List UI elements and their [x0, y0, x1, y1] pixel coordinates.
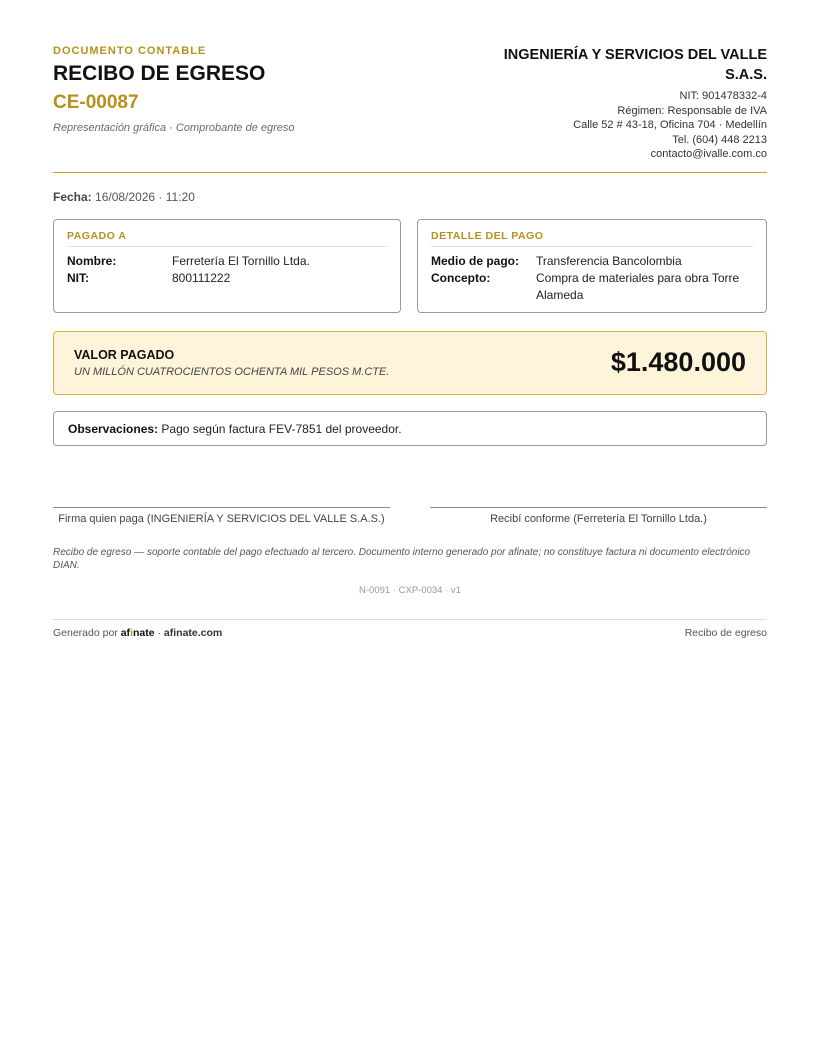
company-name: INGENIERÍA Y SERVICIOS DEL VALLE S.A.S.: [503, 47, 767, 83]
generated-prefix: Generado por: [53, 627, 118, 639]
payment-method-label: Medio de pago:: [431, 254, 519, 268]
observations-label: Observaciones:: [68, 422, 159, 436]
payee-name: Ferretería El Tornillo Ltda.: [172, 254, 310, 268]
header-divider: [53, 172, 767, 173]
document-number: CE-00087: [53, 92, 139, 113]
receiver-signature-label: Recibí conforme (Ferretería El Tornillo Ltda.): [490, 513, 707, 525]
amount-in-words: UN MILLÓN CUATROCIENTOS OCHENTA MIL PESOS M.CTE.: [74, 366, 390, 378]
payer-signature-line: [53, 507, 390, 508]
payee-heading: PAGADO A: [67, 230, 387, 247]
company-regimen: Régimen: Responsable de IVA: [617, 104, 767, 117]
footer-doc-label: Recibo de egreso: [684, 627, 767, 639]
company-block: [477, 45, 767, 162]
payee-box: [53, 219, 401, 313]
brand-part-i: i: [130, 627, 133, 639]
amount-label: VALOR PAGADO: [74, 348, 175, 362]
brand-logo: [121, 627, 155, 639]
payee-nit-label: NIT:: [67, 271, 89, 285]
brand-part-b: nate: [132, 627, 155, 639]
document-type: DOCUMENTO CONTABLE: [53, 45, 207, 57]
payee-nit: 800111222: [172, 271, 231, 285]
company-email: contacto@ivalle.com.co: [650, 148, 767, 161]
observations-box: [53, 411, 767, 446]
document-title: RECIBO DE EGRESO: [53, 62, 266, 85]
amount-value: $1.480.000: [610, 347, 746, 377]
payee-name-label: Nombre:: [67, 254, 117, 268]
company-address: Calle 52 # 43-18, Oficina 704 · Medellín: [573, 119, 767, 132]
payment-detail-box: [417, 219, 767, 313]
payer-signature-label: Firma quien paga (INGENIERÍA Y SERVICIOS DEL VALLE S.A.S.): [58, 513, 385, 525]
date-line: [53, 190, 195, 204]
footer-separator: ·: [157, 627, 161, 639]
brand-part-a: af: [120, 627, 131, 639]
footer-generated-by: [53, 627, 222, 639]
payment-concept-label: Concepto:: [431, 271, 491, 285]
footer-divider: [53, 619, 767, 620]
amount-box: [53, 331, 767, 395]
company-phone: Tel. (604) 448 2213: [672, 133, 767, 146]
legal-note: Recibo de egreso — soporte contable del pago efectuado al tercero. Documento interno generado por afinate; no constituye factura ni documento electrónico DIAN.: [53, 547, 751, 571]
footer-url[interactable]: afinate.com: [163, 627, 223, 639]
company-nit: NIT: 901478332-4: [679, 90, 767, 102]
document-reference: N-0091 · CXP-0034 · v1: [359, 585, 461, 596]
document-subtitle: Representación gráfica · Comprobante de egreso: [53, 122, 295, 134]
receiver-signature-line: [430, 507, 767, 508]
payment-concept: Compra de materiales para obra Torre Alameda: [536, 271, 740, 302]
date-label: Fecha:: [53, 190, 92, 204]
payment-detail-heading: DETALLE DEL PAGO: [431, 230, 753, 247]
payment-method: Transferencia Bancolombia: [536, 254, 682, 268]
date-value: 16/08/2026 · 11:20: [95, 190, 195, 204]
observations: [68, 422, 402, 436]
observations-text: Pago según factura FEV-7851 del proveedor.: [161, 422, 402, 436]
